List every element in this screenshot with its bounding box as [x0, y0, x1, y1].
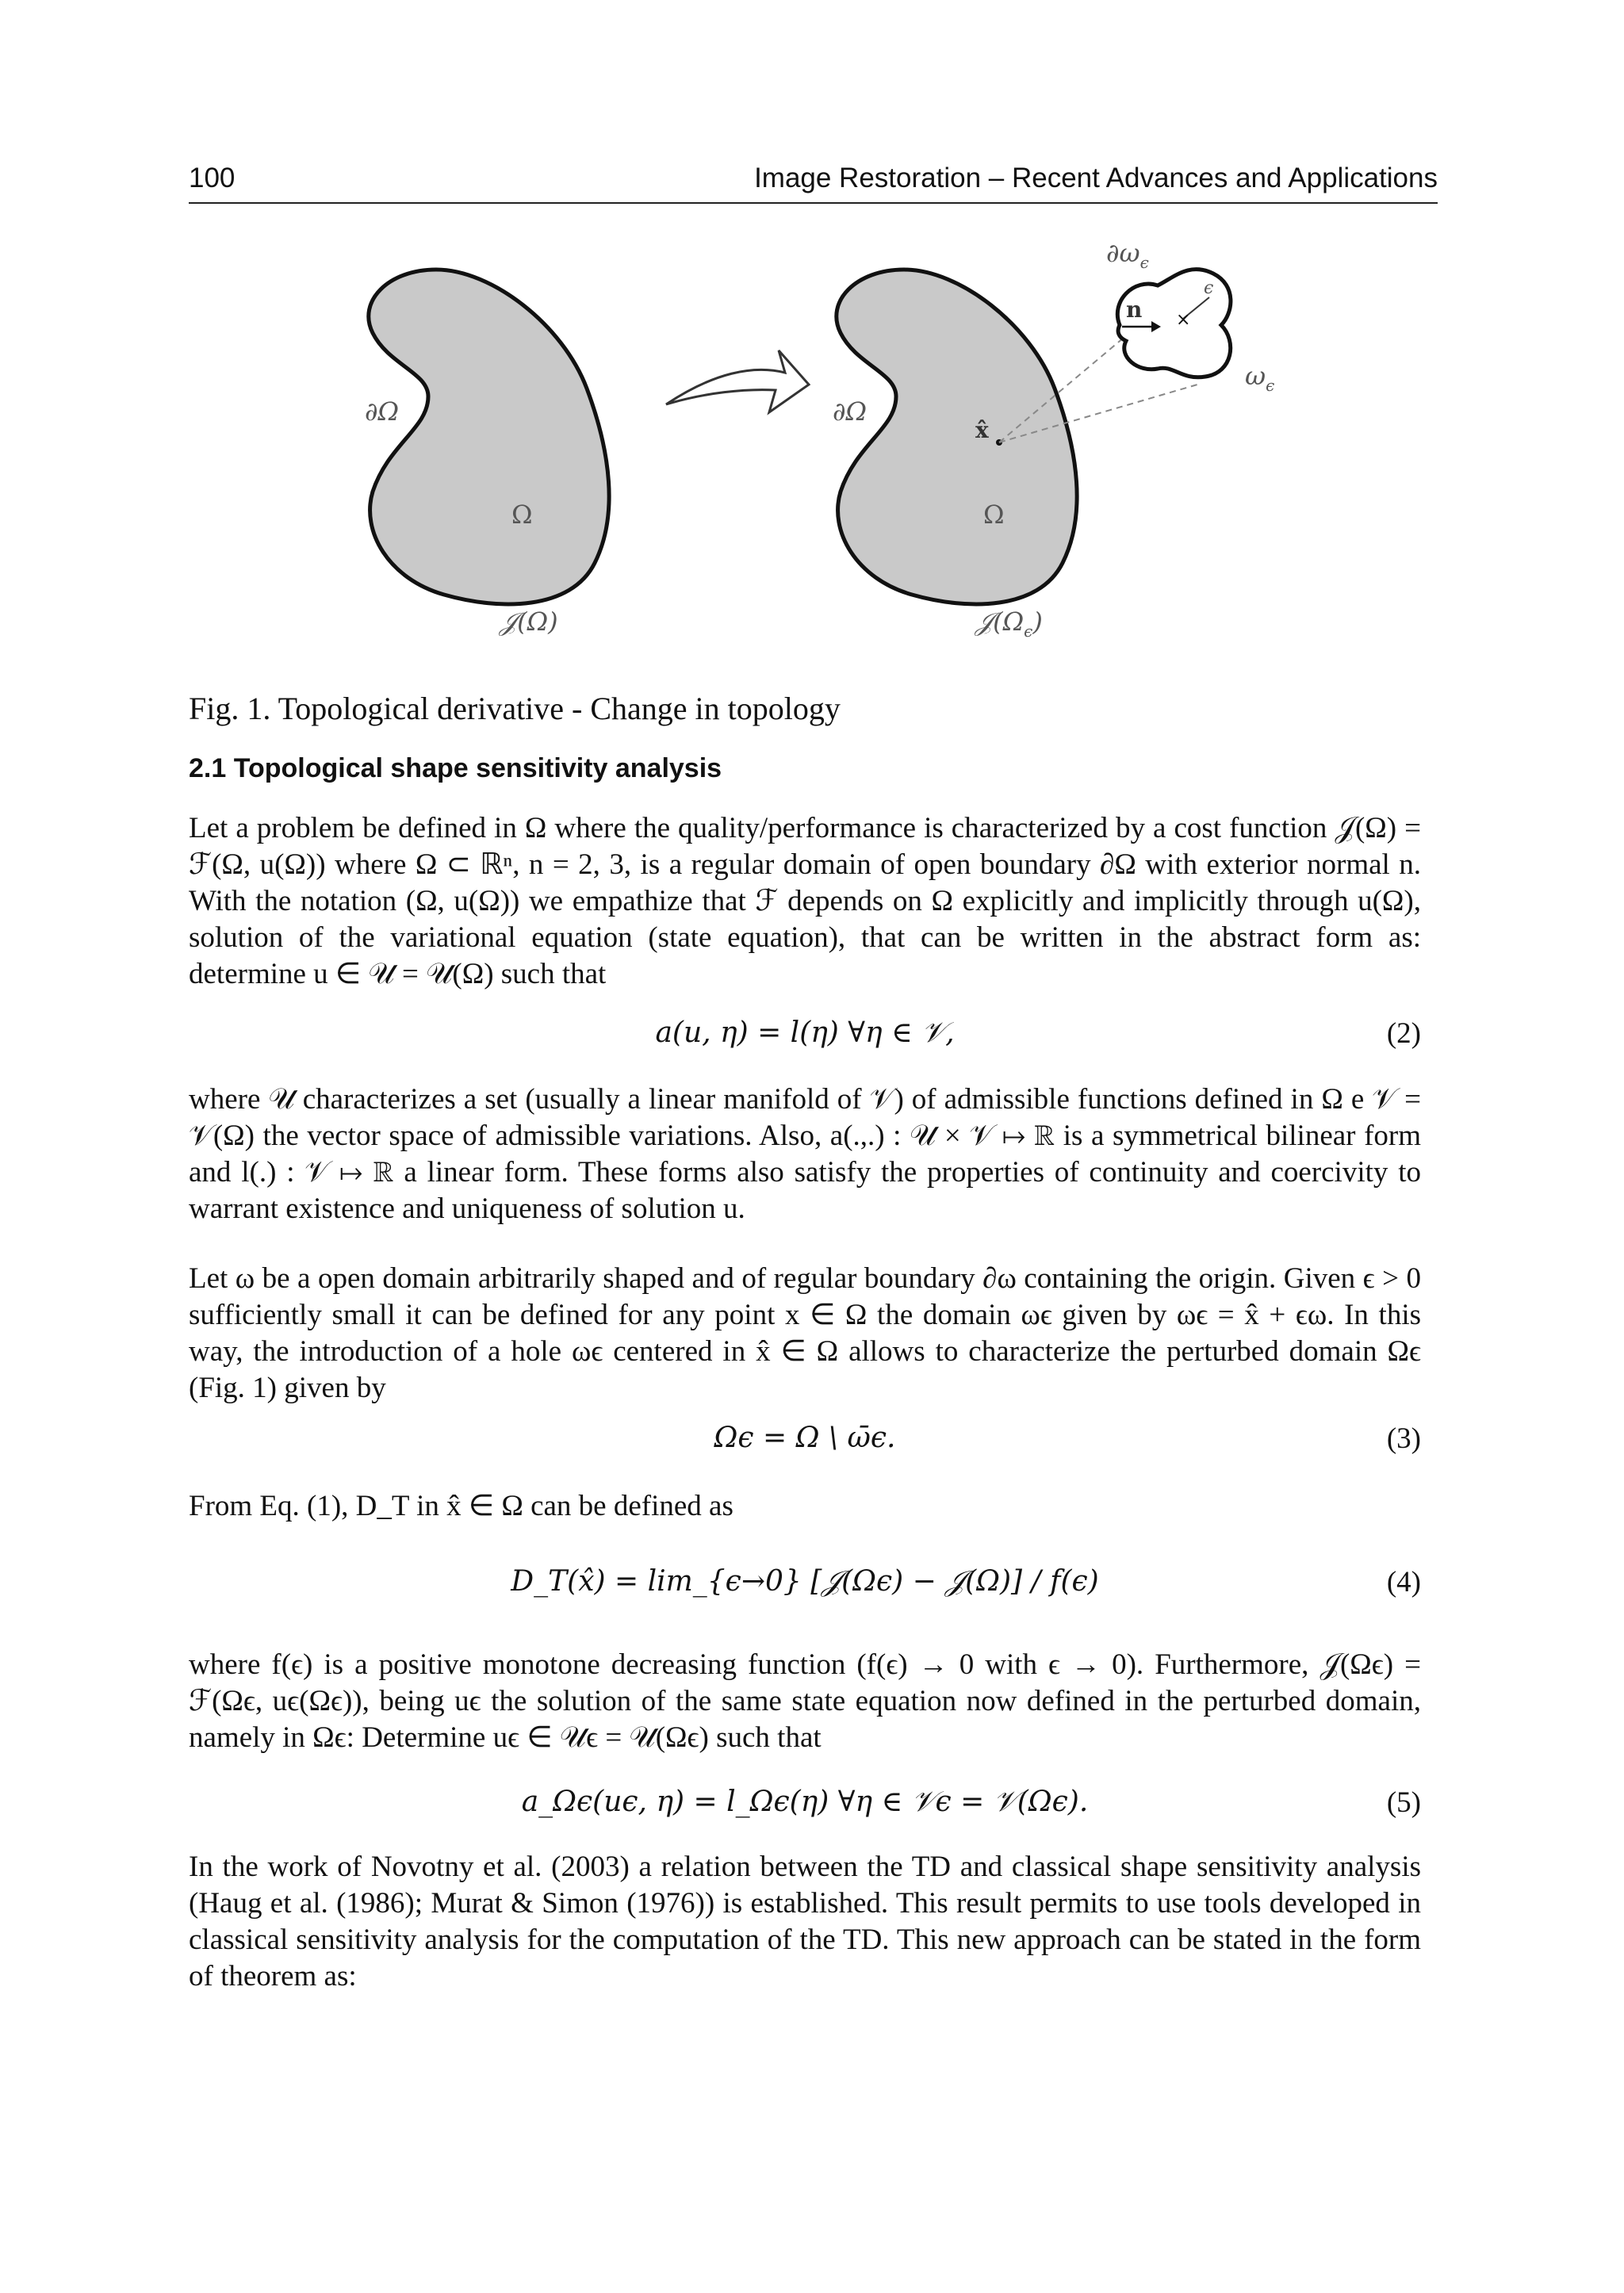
domain-left-shape [369, 270, 609, 604]
equation-5-body: a_Ωϵ(uϵ, η) = l_Ωϵ(η) ∀η ∈ 𝒱ϵ = 𝒱(Ωϵ). [521, 1786, 1089, 1818]
cost-label-left: 𝒥(Ω) [500, 607, 558, 637]
figure-topological-derivative [341, 238, 1285, 650]
hole-boundary-label: $\partial\omega_\epsilon$ [1106, 238, 1149, 272]
topology-change-arrow [666, 350, 809, 412]
equation-3-body: Ωϵ = Ω \ ω̄ϵ. [714, 1422, 896, 1454]
point-label: x̂ [975, 417, 989, 443]
paragraph-3: Let ω be a open domain arbitrarily shaped and of regular boundary ∂ω containing the origin. Given ϵ > 0 sufficiently small it can be defined for any point x ∈ Ω the domain ωϵ given by ωϵ = x̂ + ϵω. In this way, the introduction of a hole ωϵ centered in x̂ ∈ Ω allows to characterize the perturbed domain Ωϵ (Fig. 1) given by [189, 1262, 1421, 1404]
domain-label-right: Ω [983, 500, 1005, 530]
domain-right-shape [837, 270, 1077, 604]
equation-5-number: (5) [1386, 1786, 1421, 1819]
equation-2-number: (2) [1386, 1017, 1421, 1050]
equation-2-body: a(u, η) = l(η) ∀η ∈ 𝒱, [655, 1016, 955, 1049]
figure-caption: Fig. 1. Topological derivative - Change in topology [189, 691, 841, 726]
paragraph-6: In the work of Novotny et al. (2003) a relation between the TD and classical shape sensitivity analysis (Haug et al. (1986); Murat & Simon (1976)) is established. This result permits to use tools developed in classical sensitivity analysis for the computation of the TD. This new approach can be stated in the form of theorem as: [189, 1851, 1421, 1992]
equation-4-number: (4) [1386, 1566, 1421, 1598]
boundary-label-right: ∂Ω [833, 396, 868, 427]
section-heading: 2.1 Topological shape sensitivity analysis [189, 753, 722, 783]
paragraph-2: where 𝒰 characterizes a set (usually a linear manifold of 𝒱) of admissible functions defined in Ω e 𝒱 = 𝒱(Ω) the vector space of admissible variations. Also, a(.,.) : 𝒰 × 𝒱 ↦ ℝ is a symmetrical bilinear form and l(.) : 𝒱 ↦ ℝ a linear form. These forms also satisfy the properties of continuity and coercivity to warrant existence and uniqueness of solution u. [189, 1083, 1421, 1225]
paragraph-4: From Eq. (1), D_T in x̂ ∈ Ω can be defined as [189, 1490, 733, 1522]
equation-3 [189, 1422, 1421, 1469]
running-head [189, 163, 1438, 204]
domain-label-left: Ω [511, 500, 533, 530]
paragraph-5: where f(ϵ) is a positive monotone decreasing function (f(ϵ) → 0 with ϵ → 0). Furthermore, 𝒥(Ωϵ) = ℱ(Ωϵ, uϵ(Ωϵ)), being uϵ the solution of the same state equation now defined in the perturbed domain, namely in Ωϵ: Determine uϵ ∈ 𝒰ϵ = 𝒰(Ωϵ) such that [189, 1648, 1421, 1754]
equation-4-body: D_T(x̂) = lim_{ϵ→0} [𝒥(Ωϵ) − 𝒥(Ω)] / f(ϵ) [511, 1565, 1099, 1598]
hole-label: $\omega_\epsilon$ [1245, 361, 1275, 395]
figure-svg [341, 238, 1285, 650]
normal-label: n [1126, 297, 1143, 323]
page-number: 100 [189, 163, 236, 193]
epsilon-label: ϵ [1204, 278, 1214, 298]
paragraph-1: Let a problem be defined in Ω where the quality/performance is characterized by a cost function 𝒥(Ω) = ℱ(Ω, u(Ω)) where Ω ⊂ ℝⁿ, n = 2, 3, is a regular domain of open boundary ∂Ω with exterior normal n. With the notation (Ω, u(Ω)) we empathize that ℱ depends on Ω explicitly and implicitly through u(Ω), solution of the variational equation (state equation), that can be written in the abstract form as: determine u ∈ 𝒰 = 𝒰(Ω) such that [189, 812, 1421, 990]
equation-3-number: (3) [1386, 1422, 1421, 1455]
center-cross: × [1176, 310, 1191, 330]
cost-label-right: $𝒥(\Omega_\epsilon)$ [975, 607, 1043, 641]
equation-4 [189, 1546, 1421, 1625]
running-title: Image Restoration – Recent Advances and Applications [754, 163, 1438, 193]
hole-shape [1117, 270, 1231, 377]
equation-5 [189, 1786, 1421, 1833]
equation-2 [189, 1016, 1421, 1064]
boundary-label-left: ∂Ω [365, 396, 400, 427]
